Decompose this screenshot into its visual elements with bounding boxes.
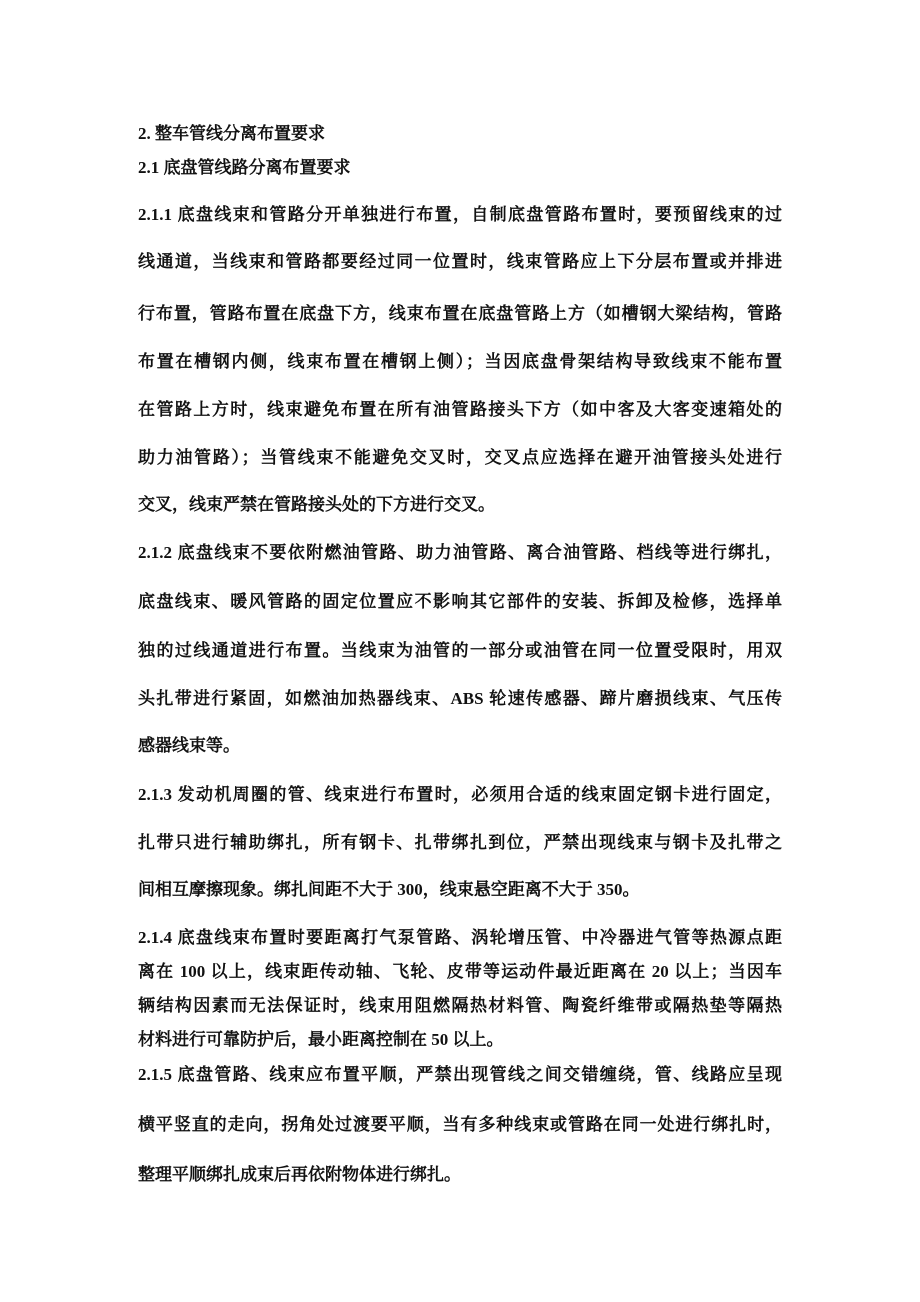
paragraph-line: 横平竖直的走向，拐角处过渡要平顺，当有多种线束或管路在同一处进行绑扎时，: [138, 1115, 782, 1134]
paragraph-line: 在管路上方时，线束避免布置在所有油管路接头下方（如中客及大客变速箱处的: [138, 400, 782, 419]
paragraph-line: 助力油管路）；当管线束不能避免交叉时，交叉点应选择在避开油管接头处进行: [138, 448, 782, 467]
section-heading: 2. 整车管线分离布置要求: [138, 124, 325, 143]
paragraph-line: 2.1.1 底盘线束和管路分开单独进行布置，自制底盘管路布置时，要预留线束的过: [138, 205, 782, 224]
paragraph-line: 头扎带进行紧固，如燃油加热器线束、ABS 轮速传感器、蹄片磨损线束、气压传: [138, 689, 782, 708]
paragraph-line: 行布置，管路布置在底盘下方，线束布置在底盘管路上方（如槽钢大梁结构，管路: [138, 304, 782, 323]
paragraph-line: 材料进行可靠防护后，最小距离控制在 50 以上。: [138, 1030, 504, 1049]
paragraph-line: 离在 100 以上，线束距传动轴、飞轮、皮带等运动件最近距离在 20 以上；当因车: [138, 962, 782, 981]
paragraph-line: 底盘线束、暖风管路的固定位置应不影响其它部件的安装、拆卸及检修，选择单: [138, 592, 782, 611]
subsection-heading: 2.1 底盘管线路分离布置要求: [138, 158, 351, 177]
paragraph-line: 间相互摩擦现象。绑扎间距不大于 300，线束悬空距离不大于 350。: [138, 880, 640, 899]
paragraph-line: 整理平顺绑扎成束后再依附物体进行绑扎。: [138, 1165, 461, 1184]
paragraph-line: 辆结构因素而无法保证时，线束用阻燃隔热材料管、陶瓷纤维带或隔热垫等隔热: [138, 996, 782, 1015]
paragraph-line: 线通道，当线束和管路都要经过同一位置时，线束管路应上下分层布置或并排进: [138, 252, 782, 271]
paragraph-line: 2.1.3 发动机周圈的管、线束进行布置时，必须用合适的线束固定钢卡进行固定，: [138, 785, 782, 804]
paragraph-line: 扎带只进行辅助绑扎，所有钢卡、扎带绑扎到位，严禁出现线束与钢卡及扎带之: [138, 833, 782, 852]
paragraph-line: 独的过线通道进行布置。当线束为油管的一部分或油管在同一位置受限时，用双: [138, 641, 782, 660]
paragraph-line: 2.1.5 底盘管路、线束应布置平顺，严禁出现管线之间交错缠绕，管、线路应呈现: [138, 1065, 782, 1084]
paragraph-line: 感器线束等。: [138, 736, 240, 755]
paragraph-line: 2.1.2 底盘线束不要依附燃油管路、助力油管路、离合油管路、档线等进行绑扎，: [138, 543, 782, 562]
paragraph-line: 布置在槽钢内侧，线束布置在槽钢上侧）；当因底盘骨架结构导致线束不能布置: [138, 352, 782, 371]
paragraph-line: 交叉，线束严禁在管路接头处的下方进行交叉。: [138, 495, 495, 514]
paragraph-line: 2.1.4 底盘线束布置时要距离打气泵管路、涡轮增压管、中冷器进气管等热源点距: [138, 928, 782, 947]
